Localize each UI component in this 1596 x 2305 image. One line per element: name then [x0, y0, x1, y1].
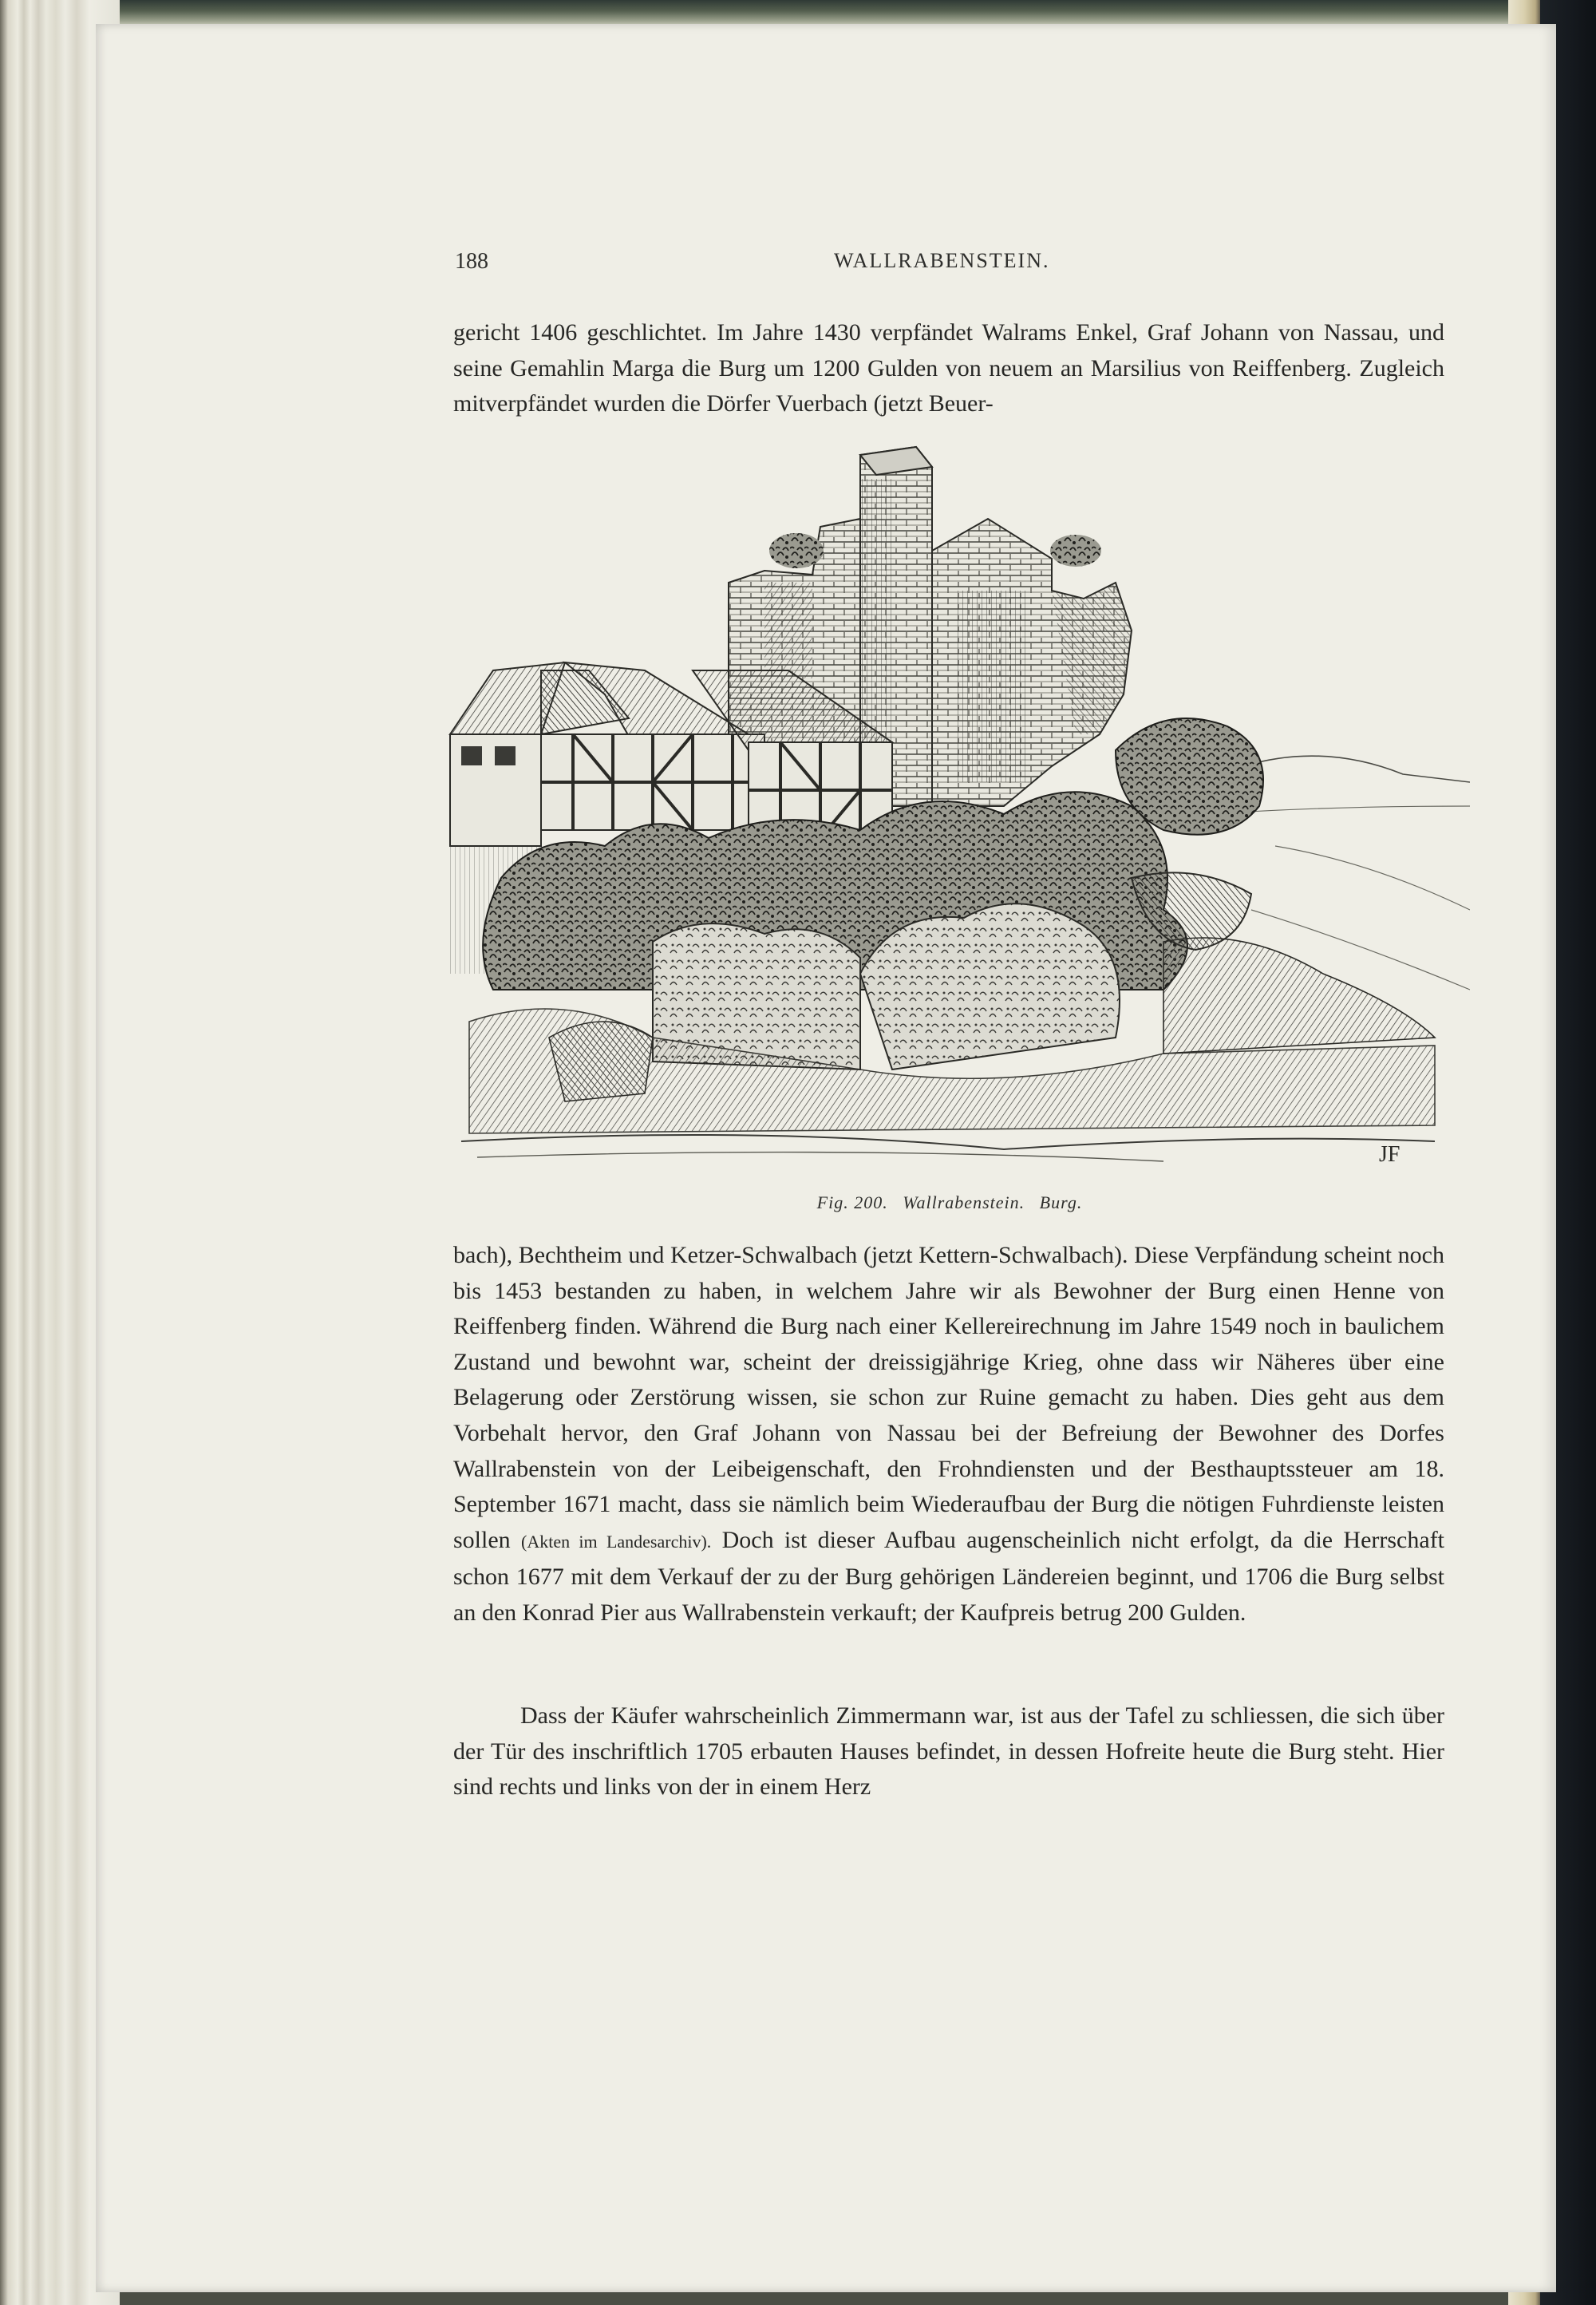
- paragraph-main-text: bach), Bechtheim und Ketzer-Schwalbach (jetzt Kettern-Schwalbach). Diese Verpfändung scheint noch bis 1453 bestanden zu haben, in welchem Jahre wir als Bewohner der Burg einen Henne von Reiffenberg finden. Während die Burg nach einer Kellereirechnung im Jahre 1549 noch in baulichem Zustand und bewohnt war, scheint der dreissigjährige Krieg, ohne dass wir Näheres über eine Belagerung oder Zerstörung wissen, sie schon zur Ruine gemacht zu haben. Dies geht aus dem Vorbehalt hervor, den Graf Johann von Nassau bei der Befreiung der Bewohner des Dorfes Wallrabenstein von der Leibeigenschaft, den Frohndiensten und der Besthauptssteuer am 18. September 1671 macht, dass sie nämlich beim Wiederaufbau der Burg die nötigen Fuhrdienste leisten sollen: [453, 1242, 1444, 1553]
- paragraph-top-text: gericht 1406 geschlichtet. Im Jahre 1430 verpfändet Walrams Enkel, Graf Johann von Nassau, und seine Gemahlin Marga die Burg um 1200 Gulden von neuem an Marsilius von Reiffenberg. Zugleich mitverpfändet wurden die Dörfer Vuerbach (jetzt Beuer-: [453, 319, 1444, 417]
- figure-caption: [455, 1192, 1444, 1213]
- book-top-edge: [0, 0, 1596, 27]
- artist-monogram: JF: [1379, 1142, 1400, 1167]
- caption-place: Wallrabenstein.: [903, 1192, 1025, 1212]
- paragraph-top: [453, 315, 1444, 422]
- paragraph-main: [453, 1238, 1444, 1631]
- paragraph-second: [453, 1698, 1444, 1805]
- running-head: [455, 249, 1452, 281]
- figure-castle-engraving: [445, 431, 1470, 1183]
- castle-illustration: [445, 431, 1470, 1183]
- paragraph-second-text: Dass der Käufer wahrscheinlich Zimmermann war, ist aus der Tafel zu schliessen, die sich über der Tür des inschriftlich 1705 erbauten Hauses befindet, in dessen Hofreite heute die Burg steht. Hier sind rechts und links von der in einem Herz: [453, 1702, 1444, 1801]
- archive-note: (Akten im Landesarchiv).: [521, 1531, 712, 1552]
- running-title: WALLRABENSTEIN.: [834, 249, 1050, 272]
- paragraph-main-continuation: Doch ist dieser Aufbau augenscheinlich nicht erfolgt, da die Herrschaft schon 1677 mit dem Verkauf der zu der Burg gehörigen Ländereien beginnt, und 1706 die Burg selbst an den Konrad Pier aus Wallrabenstein verkauft; der Kaufpreis betrug 200 Gulden.: [453, 1526, 1445, 1626]
- caption-subject: Burg.: [1039, 1192, 1083, 1212]
- page-number: 188: [455, 249, 488, 274]
- caption-figure-number: Fig. 200.: [816, 1192, 888, 1212]
